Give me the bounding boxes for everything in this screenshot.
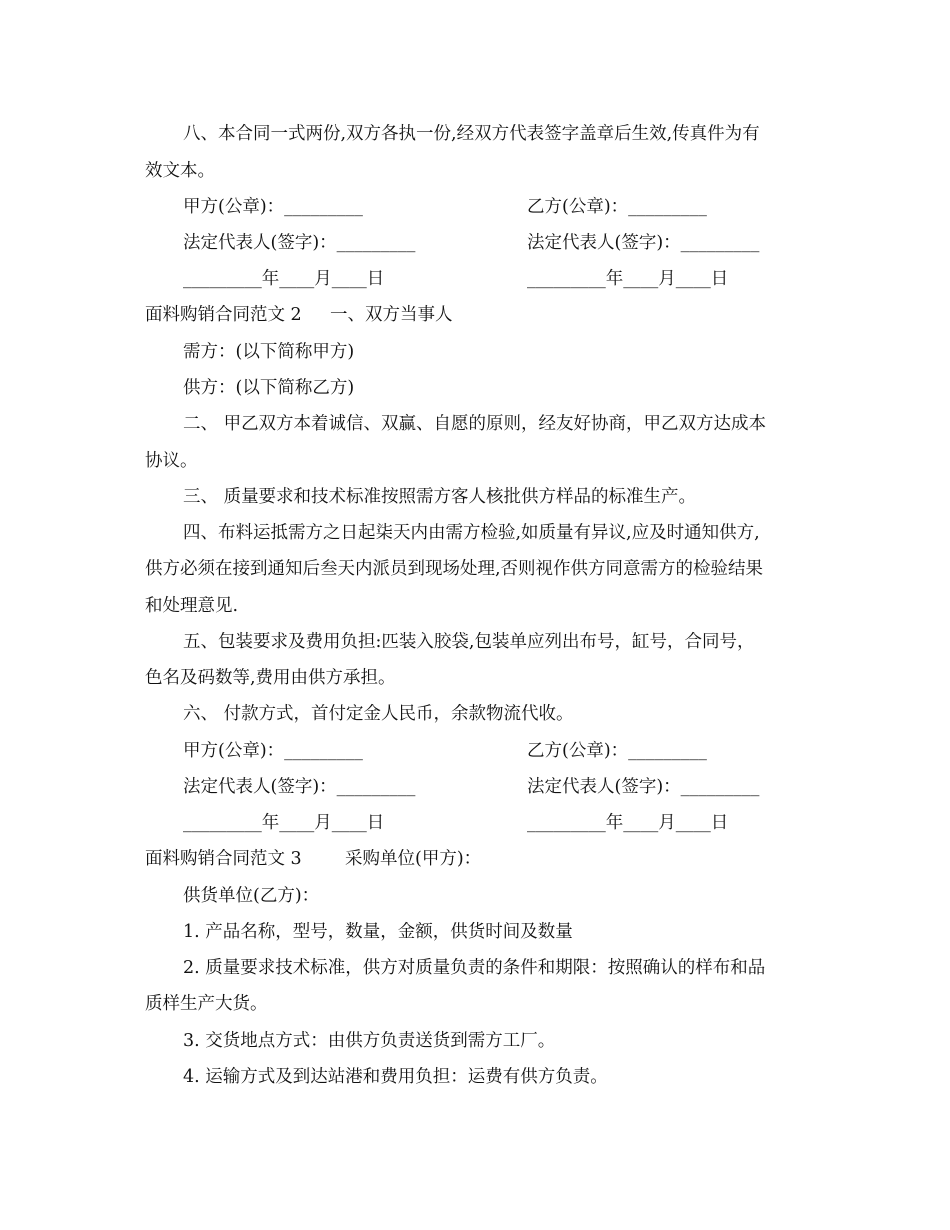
sample-2-line: 供方：(以下简称乙方) xyxy=(183,378,355,398)
party-a-seal-field: 甲方(公章)：_________ xyxy=(183,197,363,217)
legal-rep-b-field: 法定代表人(签字)：_________ xyxy=(527,233,760,253)
clause-8-line-2: 效文本。 xyxy=(145,161,215,181)
sample-2-line: 二、 甲乙双方本着诚信、双赢、自愿的原则，经友好协商，甲乙双方达成本 xyxy=(183,414,767,434)
sample-3-line: 质样生产大货。 xyxy=(145,994,268,1014)
sample-2-line: 三、 质量要求和技术标准按照需方客人核批供方样品的标准生产。 xyxy=(183,487,697,507)
sample-2-line: 六、 付款方式，首付定金人民币，余款物流代收。 xyxy=(183,704,574,724)
sample-3-line: 1. 产品名称，型号，数量，金额，供货时间及数量 xyxy=(183,922,573,942)
party-b-seal-field: 乙方(公章)：_________ xyxy=(527,741,707,761)
sample-2-line: 四、布料运抵需方之日起柒天内由需方检验,如质量有异议,应及时通知供方, xyxy=(183,523,760,543)
sample-2-line: 供方必须在接到通知后叁天内派员到现场处理,否则视作供方同意需方的检验结果 xyxy=(145,559,764,579)
sample-3-line: 3. 交货地点方式：由供方负责送货到需方工厂。 xyxy=(183,1031,556,1051)
party-b-seal-field: 乙方(公章)：_________ xyxy=(527,197,707,217)
sample-3-line: 供货单位(乙方)： xyxy=(183,886,320,906)
sample-3-line: 4. 运输方式及到达站港和费用负担：运费有供方负责。 xyxy=(183,1067,608,1087)
clause-8-line-1: 八、本合同一式两份,双方各执一份,经双方代表签字盖章后生效,传真件为有 xyxy=(183,124,760,144)
legal-rep-a-field: 法定代表人(签字)：_________ xyxy=(183,777,416,797)
sample-3-line: 2. 质量要求技术标准，供方对质量负责的条件和期限：按照确认的样布和品 xyxy=(183,958,766,978)
date-b-field: _________年____月____日 xyxy=(527,269,729,289)
legal-rep-a-field: 法定代表人(签字)：_________ xyxy=(183,233,416,253)
legal-rep-b-field: 法定代表人(签字)：_________ xyxy=(527,777,760,797)
sample-2-title: 面料购销合同范文 2 xyxy=(145,305,302,325)
sample-2-line: 需方：(以下简称甲方) xyxy=(183,342,355,362)
sample-2-line: 五、包装要求及费用负担:匹装入胶袋,包装单应列出布号，缸号，合同号， xyxy=(183,632,755,652)
date-b-field: _________年____月____日 xyxy=(527,813,729,833)
party-a-seal-field: 甲方(公章)：_________ xyxy=(183,741,363,761)
sample-2-line: 和处理意见. xyxy=(145,596,239,616)
sample-2-line: 协议。 xyxy=(145,451,198,471)
sample-2-line: 色名及码数等,费用由供方承担。 xyxy=(145,668,396,688)
date-a-field: _________年____月____日 xyxy=(183,269,385,289)
sample-3-heading: 采购单位(甲方)： xyxy=(345,849,482,869)
date-a-field: _________年____月____日 xyxy=(183,813,385,833)
sample-2-heading: 一、双方当事人 xyxy=(330,305,453,325)
sample-3-title: 面料购销合同范文 3 xyxy=(145,849,302,869)
